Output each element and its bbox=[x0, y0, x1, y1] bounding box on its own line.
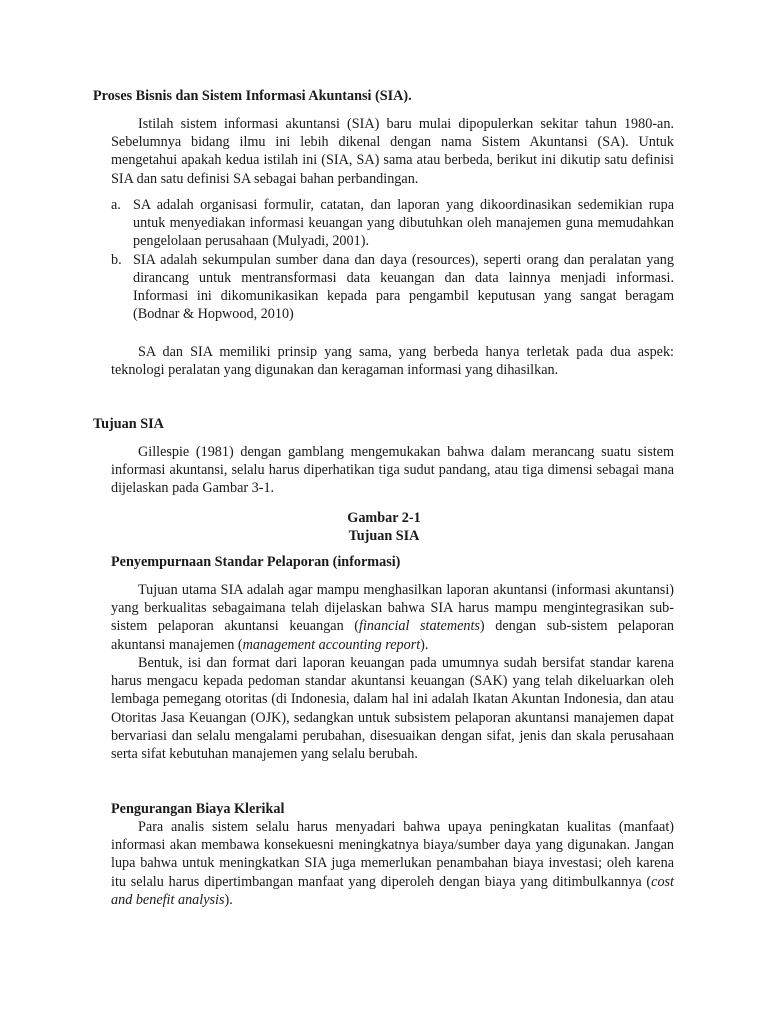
definition-item-b bbox=[111, 251, 674, 324]
subsection-heading-standar-pelaporan: Penyempurnaan Standar Pelaporan (informasi) bbox=[111, 554, 401, 570]
gillespie-paragraph: Gillespie (1981) dengan gamblang mengemukakan bahwa dalam merancang suatu sistem informasi akuntansi, selalu harus diperhatikan tiga sudut pandang, atau tiga dimensi sebagai mana dijelaskan pada Gambar 3-1. bbox=[111, 444, 674, 497]
standar-paragraph-1: Tujuan utama SIA adalah agar mampu menghasilkan laporan akuntansi (informasi akuntansi) yang berkualitas sebagaimana telah dijelaskan bahwa SIA harus mampu mengintegrasikan sub-sistem pelaporan akuntansi keuangan (financial statements) dengan sub-sistem pelaporan akuntansi manajemen (management accounting report). bbox=[111, 582, 674, 653]
biaya-klerikal-paragraph: Para analis sistem selalu harus menyadari bahwa upaya peningkatan kualitas (manfaat) informasi akan membawa konsekuesni meningkatnya biaya/sumber daya yang digunakan. Jangan lupa bahwa untuk meningkatkan SIA juga memerlukan penambahan biaya investasi; oleh karena itu selalu harus dipertimbangan manfaat yang diperoleh dengan biaya yang ditimbulkannya (cost and benefit analysis). bbox=[111, 819, 674, 908]
definition-text-a: SA adalah organisasi formulir, catatan, dan laporan yang dikoordinasikan sedemikian rupa untuk menyediakan informasi keuangan yang dibutuhkan oleh manajemen guna memudahkan pengelolaan perusahaan (Mulyadi, 2001). bbox=[133, 197, 674, 250]
term-cost-benefit-analysis: cost and benefit analysis bbox=[111, 873, 674, 908]
definition-list bbox=[111, 196, 674, 323]
comparison-paragraph: SA dan SIA memiliki prinsip yang sama, yang berbeda hanya terletak pada dua aspek: teknologi peralatan yang digunakan dan keragaman informasi yang dihasilkan. bbox=[111, 344, 674, 379]
list-marker-a: a. bbox=[111, 197, 121, 213]
list-marker-b: b. bbox=[111, 251, 122, 268]
figure-label: Gambar 2-1 bbox=[347, 510, 421, 526]
term-financial-statements: financial statements bbox=[359, 618, 480, 635]
figure-title: Tujuan SIA bbox=[348, 528, 420, 544]
subsection-heading-biaya-klerikal: Pengurangan Biaya Klerikal bbox=[111, 801, 285, 817]
section-heading-tujuan-sia: Tujuan SIA bbox=[93, 416, 164, 432]
definition-item-a bbox=[111, 196, 674, 251]
intro-paragraph: Istilah sistem informasi akuntansi (SIA) baru mulai dipopulerkan sekitar tahun 1980-an. Sebelumnya bidang ilmu ini lebih dikenal dengan nama Sistem Akuntansi (SA). Untuk mengetahui apakah kedua istilah ini (SIA, SA) sama atau berbeda, berikut ini dikutip satu definisi SIA dan satu definisi SA sebagai bahan perbandingan. bbox=[111, 116, 674, 187]
definition-text-b: SIA adalah sekumpulan sumber dana dan daya (resources), seperti orang dan peralatan yang dirancang untuk mentransformasi data keuangan dan data lainnya menjadi informasi. Informasi ini dikomunikasikan kepada para pengambil keputusan yang sangat beragam (Bodnar & Hopwood, 2010) bbox=[133, 251, 674, 323]
section-heading-proses-bisnis: Proses Bisnis dan Sistem Informasi Akuntansi (SIA). bbox=[93, 88, 412, 104]
term-management-accounting-report: management accounting report bbox=[242, 636, 421, 653]
standar-paragraph-2: Bentuk, isi dan format dari laporan keuangan pada umumnya sudah bersifat standar karena harus mengacu kepada pedoman standar akuntansi keuangan (SAK) yang telah dikeluarkan oleh lembaga pemegang otoritas (di Indonesia, dalam hal ini adalah Ikatan Akuntan Indonesia, dan atau Otoritas Jasa Keuangan (OJK), sedangkan untuk subsistem pelaporan akuntansi manajemen dapat bervariasi dan selalu mengalami perubahan, disesuaikan dengan sifat, jenis dan skala perusahaan serta sifat kebutuhan manajemen yang selalu berubah. bbox=[111, 655, 674, 763]
